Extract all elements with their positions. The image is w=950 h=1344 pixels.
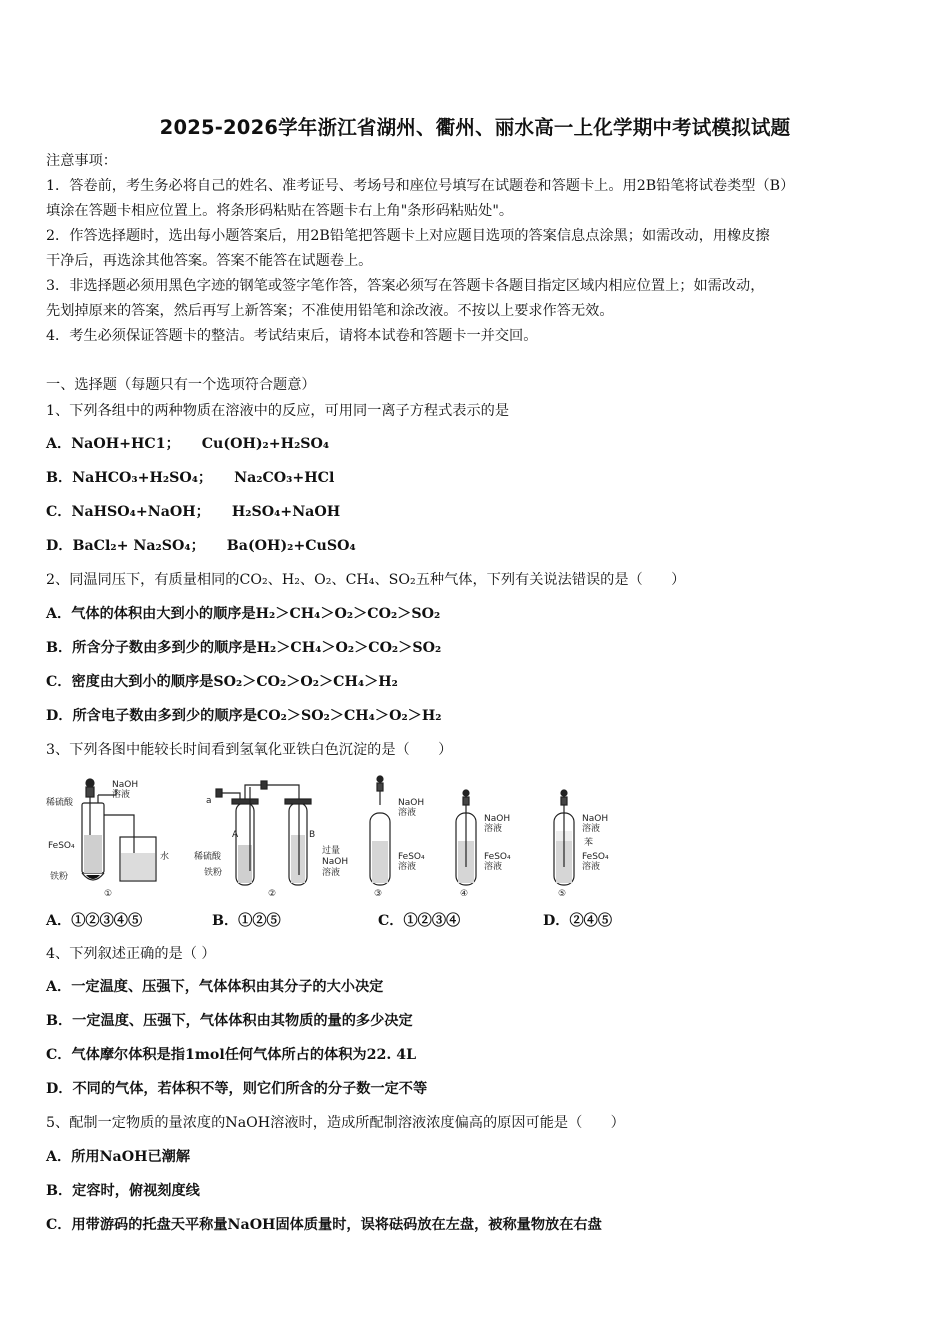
notice-line-5: 3．非选择题必须用黑色字迹的钢笔或签字笔作答，答案必须写在答题卡各题目指定区域内相应位置上；如需改动， [46, 278, 765, 294]
f4-feso4-label: FeSO₄ [484, 852, 511, 862]
notice-line-1: 1．答卷前，考生务必将自己的姓名、准考证号、考场号和座位号填写在试题卷和答题卡上。用2B铅笔将试卷类型（B） [46, 178, 795, 194]
notice-line-6: 先划掉原来的答案，然后再写上新答案；不准使用铅笔和涂改液。不按以上要求作答无效。 [46, 303, 614, 319]
f5-solution2-label: 溶液 [582, 862, 601, 872]
f3-solution-label: 溶液 [398, 808, 417, 818]
f5-solution-label: 溶液 [582, 824, 601, 834]
page-title: 2025-2026学年浙江省湖州、衢州、丽水高一上化学期中考试模拟试题 [159, 116, 791, 139]
f1-acid-label: 稀硫酸 [46, 798, 74, 808]
f4-number: ④ [460, 889, 469, 899]
f2-B-label: B [309, 830, 316, 840]
f4-naoh-label: NaOH [484, 814, 511, 824]
q2-option-b: B．所含分子数由多到少的顺序是H₂＞CH₄＞O₂＞CO₂＞SO₂ [46, 640, 442, 656]
q1-d-right: Ba(OH)₂+CuSO₄ [226, 538, 356, 554]
q4-option-a: A．一定温度、压强下，气体体积由其分子的大小决定 [46, 979, 384, 995]
q1-b-right: Na₂CO₃+HCl [234, 470, 335, 486]
q1-c-right: H₂SO₄+NaOH [231, 504, 341, 520]
notice-line-7: 4．考生必须保证答题卡的整洁。考试结束后，请将本试卷和答题卡一并交回。 [46, 328, 538, 344]
q4-option-c: C．气体摩尔体积是指1mol任何气体所占的体积为22. 4L [46, 1047, 417, 1063]
f3-number: ③ [374, 889, 383, 899]
q4-stem: 4、下列叙述正确的是（ ） [46, 946, 216, 962]
q5-option-a: A．所用NaOH已潮解 [46, 1149, 191, 1165]
f1-solution-label: 溶液 [112, 790, 131, 800]
f2-excess-label: 过量 [322, 846, 341, 856]
q1-d-left: D．BaCl₂+ Na₂SO₄； [46, 538, 205, 554]
f2-naoh-label: NaOH [322, 857, 349, 867]
q4-option-d: D．不同的气体，若体积不等，则它们所含的分子数一定不等 [46, 1081, 428, 1097]
f4-solution2-label: 溶液 [484, 862, 503, 872]
f1-number: ① [104, 889, 113, 899]
f2-solution-label: 溶液 [322, 868, 341, 878]
f5-naoh-label: NaOH [582, 814, 609, 824]
q3-option-a: A．①②③④⑤ [46, 913, 143, 929]
q1-option-b [46, 468, 334, 488]
f4-solution-label: 溶液 [484, 824, 503, 834]
q3-stem: 3、下列各图中能较长时间看到氢氧化亚铁白色沉淀的是（ ） [46, 742, 453, 758]
q4-option-b: B．一定温度、压强下，气体体积由其物质的量的多少决定 [46, 1013, 413, 1029]
f1-naoh-label: NaOH [112, 780, 139, 790]
f2-iron-label: 铁粉 [204, 868, 223, 878]
q1-stem: 1、下列各组中的两种物质在溶液中的反应，可用同一离子方程式表示的是 [46, 403, 510, 419]
q5-option-c: C．用带游码的托盘天平称量NaOH固体质量时，误将砝码放在左盘，被称量物放在右盘 [46, 1217, 602, 1233]
figure-5 [554, 790, 574, 885]
figure-2 [216, 781, 311, 885]
q3-option-c: C．①②③④ [378, 913, 461, 929]
q2-stem: 2、同温同压下，有质量相同的CO₂、H₂、O₂、CH₄、SO₂五种气体，下列有关说法错误的是（ ） [46, 572, 686, 588]
notice-heading: 注意事项： [46, 153, 117, 169]
q3-option-d: D．②④⑤ [543, 913, 613, 929]
f2-acid-label: 稀硫酸 [194, 852, 222, 862]
q1-option-d [46, 536, 356, 556]
q1-b-left: B．NaHCO₃+H₂SO₄； [46, 470, 213, 486]
f5-feso4-label: FeSO₄ [582, 852, 609, 862]
notice-line-2: 填涂在答题卡相应位置上。将条形码粘贴在答题卡右上角"条形码粘贴处"。 [46, 203, 514, 219]
f2-number: ② [268, 889, 277, 899]
figure-4 [456, 790, 476, 885]
f3-naoh-label: NaOH [398, 798, 425, 808]
q1-c-left: C．NaHSO₄+NaOH； [46, 504, 210, 520]
q1-a-left: A．NaOH+HC1； [46, 436, 180, 452]
q1-a-right: Cu(OH)₂+H₂SO₄ [201, 436, 330, 452]
f1-iron-label: 铁粉 [50, 872, 69, 882]
f3-feso4-label: FeSO₄ [398, 852, 425, 862]
f2-a-label: a [206, 796, 212, 806]
f3-solution2-label: 溶液 [398, 862, 417, 872]
notice-line-4: 干净后，再选涂其他答案。答案不能答在试题卷上。 [46, 253, 373, 269]
section-heading: 一、选择题（每题只有一个选项符合题意） [46, 377, 316, 393]
q3-apparatus-figures [46, 775, 626, 905]
f1-feso4-label: FeSO₄ [48, 841, 75, 851]
q5-option-b: B．定容时，俯视刻度线 [46, 1183, 200, 1199]
q1-option-a [46, 434, 329, 454]
q2-option-c: C．密度由大到小的顺序是SO₂＞CO₂＞O₂＞CH₄＞H₂ [46, 674, 398, 690]
q1-option-c [46, 502, 340, 522]
f1-water-label: 水 [160, 852, 170, 862]
figure-3 [370, 776, 390, 885]
q2-option-d: D．所含电子数由多到少的顺序是CO₂＞SO₂＞CH₄＞O₂＞H₂ [46, 708, 442, 724]
q5-stem: 5、配制一定物质的量浓度的NaOH溶液时，造成所配制溶液浓度偏高的原因可能是（ ） [46, 1115, 625, 1131]
f2-A-label: A [232, 830, 239, 840]
f5-benzene-label: 苯 [584, 838, 594, 848]
q3-option-b: B．①②⑤ [212, 913, 281, 929]
q2-option-a: A．气体的体积由大到小的顺序是H₂＞CH₄＞O₂＞CO₂＞SO₂ [46, 606, 441, 622]
notice-line-3: 2．作答选择题时，选出每小题答案后，用2B铅笔把答题卡上对应题目选项的答案信息点涂黑；如需改动，用橡皮擦 [46, 228, 770, 244]
f5-number: ⑤ [558, 889, 567, 899]
